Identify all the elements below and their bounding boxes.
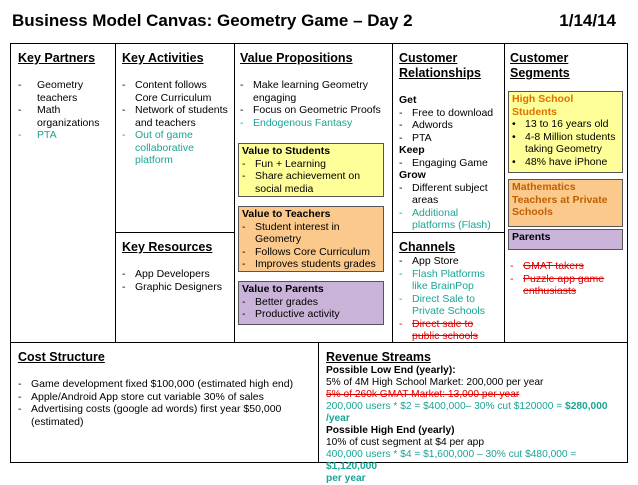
key-activities-title: Key Activities xyxy=(122,51,204,65)
channels-title: Channels xyxy=(399,240,456,254)
list-item: - Engaging Game xyxy=(399,157,503,170)
high-end-tail: per year xyxy=(326,473,366,484)
list-item: • 13 to 16 years old xyxy=(512,118,619,131)
cost-structure xyxy=(18,350,314,428)
math-teachers-title: Mathematics Teachers at Private Schools xyxy=(512,181,608,218)
low-end-label: Possible Low End (yearly): xyxy=(326,365,456,376)
value-to-parents-box xyxy=(238,281,384,325)
list-item: - GMAT takers xyxy=(510,260,625,273)
page-title: Business Model Canvas: Geometry Game – Day 2 xyxy=(12,11,413,30)
high-end-line: 10% of cust segment at $4 per app xyxy=(326,437,485,448)
list-item: - Endogenous Fantasy xyxy=(240,117,388,130)
canvas-grid xyxy=(10,43,628,484)
parents-segment-title: Parents xyxy=(512,231,551,243)
channels xyxy=(399,240,503,343)
list-item: - Make learning Geometry engaging xyxy=(240,79,388,104)
high-end-label: Possible High End (yearly) xyxy=(326,425,455,436)
grow-label: Grow xyxy=(399,169,426,181)
list-item: - Flash Platforms like BrainPop xyxy=(399,268,503,293)
divider xyxy=(392,44,393,342)
value-propositions xyxy=(240,51,388,129)
value-to-parents-title: Value to Parents xyxy=(242,283,324,295)
divider xyxy=(115,232,234,233)
divider xyxy=(504,44,505,342)
list-item: - Direct sale to public schools xyxy=(399,318,503,343)
value-to-students-box xyxy=(238,143,384,197)
list-item: - PTA xyxy=(18,129,112,142)
list-item: - Share achievement on social media xyxy=(242,170,380,195)
cost-structure-title: Cost Structure xyxy=(18,350,105,364)
list-item: - Game development fixed $100,000 (estimated high end) xyxy=(18,378,314,391)
value-propositions-title: Value Propositions xyxy=(240,51,353,65)
customer-relationships xyxy=(399,51,503,232)
list-item: - Content follows Core Curriculum xyxy=(122,79,230,104)
value-to-teachers-title: Value to Teachers xyxy=(242,208,331,220)
high-end-calc xyxy=(326,449,626,473)
list-item: - Network of students and teachers xyxy=(122,104,230,129)
list-item: • 48% have iPhone xyxy=(512,156,619,169)
key-partners xyxy=(18,51,112,142)
list-item: - Student interest in Geometry xyxy=(242,221,380,246)
divider xyxy=(11,342,628,343)
list-item: - Additional platforms (Flash) xyxy=(399,207,503,232)
list-item: - Out of game collaborative platform xyxy=(122,129,230,167)
list-item: - Different subject areas xyxy=(399,182,503,207)
list-item: - PTA xyxy=(399,132,503,145)
parents-segment-box xyxy=(508,229,623,250)
list-item: - Improves students grades xyxy=(242,258,380,271)
keep-label: Keep xyxy=(399,144,425,156)
list-item: - Direct Sale to Private Schools xyxy=(399,293,503,318)
list-item: - Free to download xyxy=(399,107,503,120)
low-end-total: $280,000 /year xyxy=(326,401,608,424)
key-resources-title: Key Resources xyxy=(122,240,213,254)
list-item: - Puzzle app game enthusiasts xyxy=(510,273,625,298)
high-school-students-title: High School Students xyxy=(512,93,574,118)
get-label: Get xyxy=(399,94,417,106)
list-item: - Math organizations xyxy=(18,104,112,129)
parents-segment-items xyxy=(510,260,625,298)
list-item: - App Store xyxy=(399,255,503,268)
customer-segments-title: Customer Segments xyxy=(510,51,570,80)
page-date: 1/14/14 xyxy=(559,11,616,30)
key-activities xyxy=(122,51,230,167)
key-resources xyxy=(122,240,230,293)
list-item: - App Developers xyxy=(122,268,230,281)
value-to-students-title: Value to Students xyxy=(242,145,331,157)
list-item: - Better grades xyxy=(242,296,380,309)
list-item: - Adwords xyxy=(399,119,503,132)
math-teachers-box xyxy=(508,179,623,227)
low-end-line-struck: 5% of 260k GMAT Market: 13,000 per year xyxy=(326,389,520,400)
divider xyxy=(115,44,116,342)
revenue-streams-title: Revenue Streams xyxy=(326,350,431,364)
list-item: - Focus on Geometric Proofs xyxy=(240,104,388,117)
low-end-calc xyxy=(326,401,626,425)
value-to-teachers-box xyxy=(238,206,384,272)
low-end-line: 5% of 4M High School Market: 200,000 per year xyxy=(326,377,544,388)
divider xyxy=(318,342,319,463)
list-item: - Follows Core Curriculum xyxy=(242,246,380,259)
divider xyxy=(392,232,504,233)
list-item: • 4-8 Million students taking Geometry xyxy=(512,131,619,156)
list-item: - Geometry teachers xyxy=(18,79,112,104)
list-item: - Fun + Learning xyxy=(242,158,380,171)
revenue-streams xyxy=(326,350,626,485)
customer-relationships-title: Customer Relationships xyxy=(399,51,481,80)
list-item: - Advertising costs (google ad words) first year $50,000 (estimated) xyxy=(18,403,314,428)
divider xyxy=(234,44,235,342)
low-end-calc-text: 200,000 users * $2 = $400,000– 30% cut $120000 = xyxy=(326,401,566,412)
high-end-total: $1,120,000 xyxy=(326,461,377,472)
list-item: - Graphic Designers xyxy=(122,281,230,294)
key-partners-title: Key Partners xyxy=(18,51,96,65)
high-school-students-box xyxy=(508,91,623,173)
list-item: - Productive activity xyxy=(242,308,380,321)
list-item: - Apple/Android App store cut variable 30% of sales xyxy=(18,391,314,404)
customer-segments xyxy=(510,51,625,81)
high-end-calc-text: 400,000 users * $4 = $1,600,000 – 30% cut $480,000 = xyxy=(326,449,577,460)
